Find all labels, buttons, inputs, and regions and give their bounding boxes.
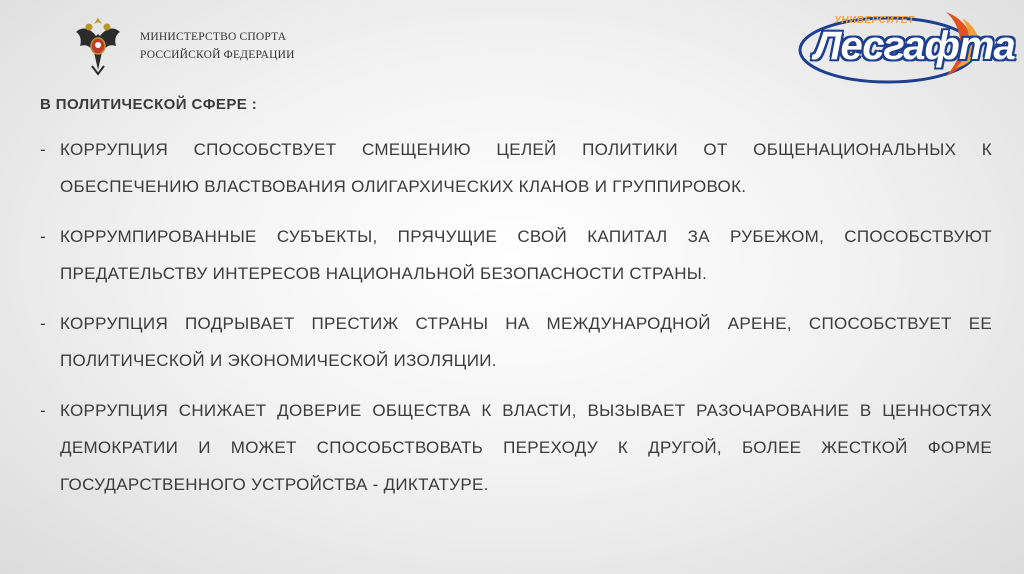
list-dash: - xyxy=(40,140,46,159)
list-dash: - xyxy=(40,401,46,420)
list-item-text: КОРРУПЦИЯ СПОСОБСТВУЕТ СМЕЩЕНИЮ ЦЕЛЕЙ ПОЛИТИКИ ОТ ОБЩЕНАЦИОНАЛЬНЫХ К ОБЕСПЕЧЕНИЮ ВЛАСТВОВАНИЯ ОЛИГАРХИЧЕСКИХ КЛАНОВ И ГРУППИРОВОК. xyxy=(60,140,992,196)
list-item-text: КОРРУПЦИЯ ПОДРЫВАЕТ ПРЕСТИЖ СТРАНЫ НА МЕЖДУНАРОДНОЙ АРЕНЕ, СПОСОБСТВУЕТ ЕЕ ПОЛИТИЧЕСКОЙ И ЭКОНОМИЧЕСКОЙ ИЗОЛЯЦИИ. xyxy=(60,314,992,370)
list-item xyxy=(40,218,992,292)
list-item xyxy=(40,131,992,205)
list-dash: - xyxy=(40,314,46,333)
list-dash: - xyxy=(40,227,46,246)
ministry-title xyxy=(140,28,295,64)
logo-lesgaft-label: Лесгафта xyxy=(814,24,1015,68)
ministry-line-1: МИНИСТЕРСТВО СПОРТА xyxy=(140,31,287,43)
logo-university-label: УНИВЕРСИТЕТ xyxy=(834,15,915,26)
lesgaft-university-logo xyxy=(796,6,1015,86)
list-item-text: КОРРУМПИРОВАННЫЕ СУБЪЕКТЫ, ПРЯЧУЩИЕ СВОЙ КАПИТАЛ ЗА РУБЕЖОМ, СПОСОБСТВУЮТ ПРЕДАТЕЛЬСТВУ ИНТЕРЕСОВ НАЦИОНАЛЬНОЙ БЕЗОПАСНОСТИ СТРАНЫ. xyxy=(60,227,992,283)
slide-content xyxy=(40,96,992,516)
list-item xyxy=(40,392,992,503)
list-item xyxy=(40,305,992,379)
section-heading: В ПОЛИТИЧЕСКОЙ СФЕРЕ : xyxy=(40,96,258,113)
list-item-text: КОРРУПЦИЯ СНИЖАЕТ ДОВЕРИЕ ОБЩЕСТВА К ВЛАСТИ, ВЫЗЫВАЕТ РАЗОЧАРОВАНИЕ В ЦЕННОСТЯХ ДЕМОКРАТИИ И МОЖЕТ СПОСОБСТВОВАТЬ ПЕРЕХОДУ К ДРУГОЙ, БОЛЕЕ ЖЕСТКОЙ ФОРМЕ ГОСУДАРСТВЕННОГО УСТРОЙСТВА - ДИКТАТУРЕ. xyxy=(60,401,992,494)
ministry-line-2: РОССИЙСКОЙ ФЕДЕРАЦИИ xyxy=(140,49,295,61)
russian-coat-of-arms-icon xyxy=(72,12,124,76)
slide-header xyxy=(0,0,1024,90)
